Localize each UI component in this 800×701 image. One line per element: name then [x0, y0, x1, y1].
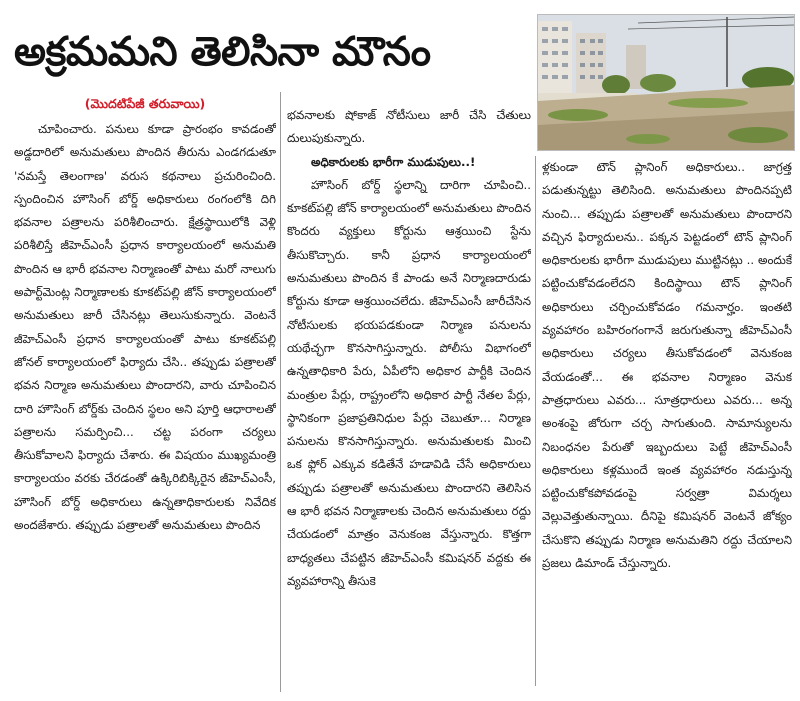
column2-paragraph-2: హౌసింగ్ బోర్డ్ స్థలాన్ని దారిగా చూపించి.. కూకట్‌పల్లి జోన్ కార్యాలయంలో అనుమతులు పొందిన కొందరు వ్యక్తులు కోర్టును ఆశ్రయించి స్టేను తీసుకొచ్చారు. కానీ ప్రధాన కార్యాలయంలో అనుమతులు పొందిన కే పాండు అనే నిర్మాణదారుడు కోర్టును కూడా ఆశ్రయించలేదు. జీహెచ్ఎంసీ జారీచేసిన నోటీసులకు భయపడకుండా నిర్మాణ పనులను యథేచ్ఛగా కొనసాగిస్తున్నారు. పోలీసు విభాగంలో ఉన్నతాధికారి పేరు, ఏపీలోని అధికార పార్టీకి చెందిన మంత్రుల పేర్లు, రాష్ట్రంలోని అధికార పార్టీ నేతల పేర్లు, స్థానికంగా ప్రజాప్రతినిధుల పేర్లు చెబుతూ... నిర్మాణ పనులను కొనసాగిస్తున్నారు. అనుమతులకు మించి ఒక ఫ్లోర్ ఎక్కువ కడితేనే హడావిడి చేసే అధికారులు తప్పుడు పత్రాలతో అనుమతులు పొందారని తెలిసిన ఆ భారీ భవన నిర్మాణాలకు చెందిన అనుమతులు రద్దు చేయడంలో మాత్రం వెనుకంజ వేస్తున్నారు. కొత్తగా బాధ్యతలు చేపట్టిన జీహెచ్ఎంసీ కమిషనర్ వద్దకు ఈ వ్యవహారాన్ని తీసుకె [287, 177, 531, 588]
column-divider [280, 92, 281, 692]
column2-paragraph-1: భవనాలకు షోకాజ్ నోటీసులు జారీ చేసి చేతులు దులుపుకున్నారు. [287, 108, 531, 146]
article-column-1 [14, 92, 276, 692]
headline: అక్రమమని తెలిసినా మౌనం [14, 29, 431, 75]
continuation-label: (మొదటిపేజీ తరువాయి) [84, 96, 206, 111]
column-divider [535, 156, 536, 686]
article-column-3 [542, 156, 792, 686]
column1-paragraph: చూపించారు. పనులు కూడా ప్రారంభం కావడంతో అడ్డదారిలో అనుమతులు పొందిన తీరును ఎండగడుతూ 'నమస్తే తెలంగాణ' వరుస కథనాలు ప్రచురించింది. స్పందించిన హౌసింగ్ బోర్డ్ అధికారులు రంగంలోకి దిగి భవనాల పత్రాలను పరిశీలించారు. క్షేత్రస్థాయిలోకి వెళ్లి పరిశీలిస్తే జీహెచ్ఎంసీ ప్రధాన కార్యాలయంలో అనుమతి పొందిన ఆ భారీ భవనాల నిర్మాణంతో పాటు మరో నాలుగు అపార్ట్‌మెంట్ల నిర్మాణాలకు కూకట్‌పల్లి జోన్ కార్యాలయంలో అనుమతులు జారీ చేసినట్లు తెలుసుకున్నారు. వెంటనే జీహెచ్ఎంసీ ప్రధాన కార్యాలయంతో పాటు కూకట్‌పల్లి జోనల్ కార్యాలయంలో ఫిర్యాదు చేసి.. తప్పుడు పత్రాలతో భవన నిర్మాణ అనుమతులు పొందారని, వారు చూపించిన దారి హౌసింగ్ బోర్డ్‌కు చెందిన స్థలం అని పూర్తి ఆధారాలతో పత్రాలను సమర్పించి... చట్ట పరంగా చర్యలు తీసుకోవాలని ఫిర్యాదు చేశారు. ఈ విషయం ముఖ్యమంత్రి కార్యాలయం వరకు చేరడంతో ఉక్కిరిబిక్కిరైన జీహెచ్ఎంసీ, హౌసింగ్ బోర్డ్ అధికారులు ఉన్నతాధికారులకు నివేదిక అందజేశారు. తప్పుడు పత్రాలతో అనుమతులు పొందిన [14, 122, 276, 533]
column2-subheading: అధికారులకు భారీగా ముడుపులు..! [311, 154, 476, 169]
photo-illustration [538, 15, 794, 150]
building-construction-photo [537, 14, 795, 151]
column3-paragraph: ళ్లకుండా టౌన్ ప్లానింగ్ అధికారులు.. జాగ్రత్త పడుతున్నట్టు తెలిసింది. అనుమతులు పొందినప్పటి నుంచి... తప్పుడు పత్రాలతో అనుమతులు పొందారని వచ్చిన ఫిర్యాదులను.. పక్కన పెట్టడంలో టౌన్ ప్లానింగ్ అధికారులకు భారీగా ముడుపులు ముట్టినట్లు .. అందుకే పట్టించుకోవడంలేదని కిందిస్థాయి టౌన్ ప్లానింగ్ అధికారులు చర్చించుకోవడం గమనార్హం. ఇంతటి వ్యవహారం బహిరంగంగానే జరుగుతున్నా జీహెచ్ఎంసీ అధికారులు చర్యలు తీసుకోవడంలో వెనుకంజ వేయడంతో... ఈ భవనాల నిర్మాణం వెనుక పాత్రధారులు ఎవరు... సూత్రధారులు ఎవరు... అన్న అంశంపై జోరుగా చర్చ సాగుతుంది. సామాన్యులను నిబంధనల పేరుతో ఇబ్బందులు పెట్టే జీహెచ్ఎంసీ అధికారులు కళ్లముందే ఇంత వ్యవహారం నడుస్తున్న పట్టించుకోకపోవడంపై సర్వత్రా విమర్శలు వెల్లువెత్తుతున్నాయి. దీనిపై కమిషనర్ వెంటనే జోక్యం చేసుకొని తప్పుడు నిర్మాణ అనుమతిని రద్దు చేయాలని ప్రజలు డిమాండ్ చేస్తున్నారు. [542, 160, 792, 571]
article-column-2 [287, 104, 531, 694]
